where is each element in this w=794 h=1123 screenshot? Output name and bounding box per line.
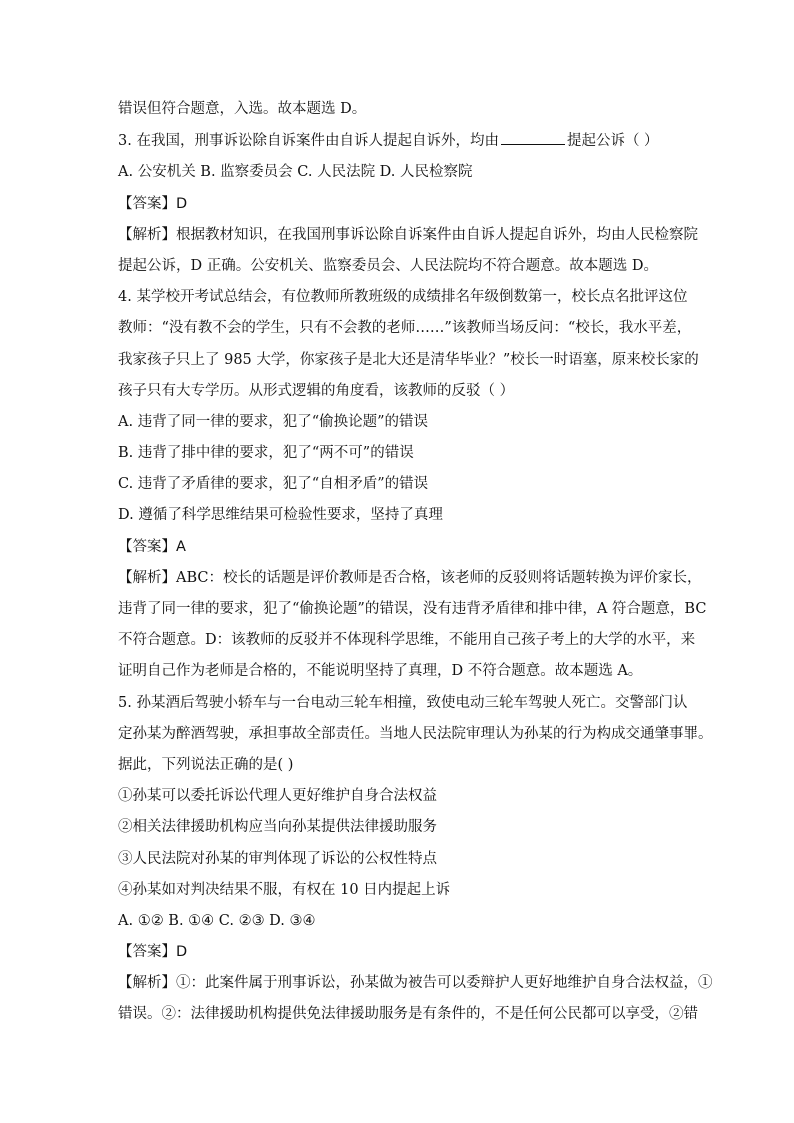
question-5-stem: 定孙某为醉酒驾驶，承担事故全部责任。当地人民法院审理认为孙某的行为构成交通肇事罪。 bbox=[118, 725, 713, 742]
question-5-item-1: ①孙某可以委托诉讼代理人更好维护自身合法权益 bbox=[118, 788, 437, 805]
question-5-item-4: ④孙某如对判决结果不服，有权在 10 日内提起上诉 bbox=[118, 881, 451, 898]
question-4-answer: 【答案】A bbox=[118, 538, 186, 555]
question-5-answer: 【答案】D bbox=[118, 944, 188, 961]
question-4-option-b: B. 违背了排中律的要求，犯了“两不可”的错误 bbox=[118, 445, 414, 462]
question-3-explanation: 【解析】根据教材知识，在我国刑事诉讼除自诉案件由自诉人提起自诉外，均由人民检察院 bbox=[118, 226, 698, 243]
question-3-explanation: 提起公诉，D 正确。公安机关、监察委员会、人民法院均不符合题意。故本题选 D。 bbox=[118, 257, 658, 274]
question-4-stem: 教师：“没有教不会的学生，只有不会教的老师……”该教师当场反问：“校长，我水平差， bbox=[118, 320, 692, 337]
question-5-stem: 5. 孙某酒后驾驶小轿车与一台电动三轮车相撞，致使电动三轮车驾驶人死亡。交警部门认 bbox=[118, 694, 688, 711]
question-5-item-2: ②相关法律援助机构应当向孙某提供法律援助服务 bbox=[118, 819, 437, 836]
question-4-option-d: D. 遵循了科学思维结果可检验性要求，坚持了真理 bbox=[118, 507, 443, 524]
question-3-answer: 【答案】D bbox=[118, 195, 188, 212]
question-4-stem: 孩子只有大专学历。从形式逻辑的角度看，该教师的反驳（ ） bbox=[118, 382, 515, 399]
question-4-explanation: 证明自己作为老师是合格的，不能说明坚持了真理，D 不符合题意。故本题选 A。 bbox=[118, 663, 643, 680]
question-5-explanation: 【解析】①：此案件属于刑事诉讼，孙某做为被告可以委辩护人更好地维护自身合法权益，① bbox=[118, 975, 713, 992]
question-4-option-a: A. 违背了同一律的要求，犯了“偷换论题”的错误 bbox=[118, 413, 429, 430]
question-3-options: A. 公安机关 B. 监察委员会 C. 人民法院 D. 人民检察院 bbox=[118, 164, 473, 181]
fill-blank bbox=[501, 129, 565, 145]
question-4-explanation: 【解析】ABC：校长的话题是评价教师是否合格，该老师的反驳则将话题转换为评价家长， bbox=[118, 569, 702, 586]
question-4-explanation: 违背了同一律的要求，犯了“偷换论题”的错误，没有违背矛盾律和排中律，A 符合题意，BC bbox=[118, 601, 707, 617]
text-line: 错误但符合题意，入选。故本题选 D。 bbox=[118, 101, 367, 117]
question-5-stem: 据此，下列说法正确的是( ) bbox=[118, 756, 294, 773]
question-5-options: A. ①② B. ①④ C. ②③ D. ③④ bbox=[118, 912, 316, 929]
question-4-stem: 我家孩子只上了 985 大学，你家孩子是北大还是清华毕业？”校长一时语塞，原来校长家的 bbox=[118, 351, 699, 368]
question-4-explanation: 不符合题意。D：该教师的反驳并不体现科学思维，不能用自己孩子考上的大学的水平，来 bbox=[118, 632, 696, 649]
question-4-stem: 4. 某学校开考试总结会，有位教师所教班级的成绩排名年级倒数第一，校长点名批评这位 bbox=[118, 289, 688, 306]
question-4-option-c: C. 违背了矛盾律的要求，犯了“自相矛盾”的错误 bbox=[118, 476, 429, 493]
question-3-stem: 3. 在我国，刑事诉讼除自诉案件由自诉人提起自诉外，均由 提起公诉（ ） bbox=[118, 129, 678, 152]
document-page bbox=[118, 98, 713, 1035]
question-5-explanation: 错误。②：法律援助机构提供免法律援助服务是有条件的，不是任何公民都可以享受，②错 bbox=[118, 1006, 698, 1023]
question-5-item-3: ③人民法院对孙某的审判体现了诉讼的公权性特点 bbox=[118, 850, 437, 867]
